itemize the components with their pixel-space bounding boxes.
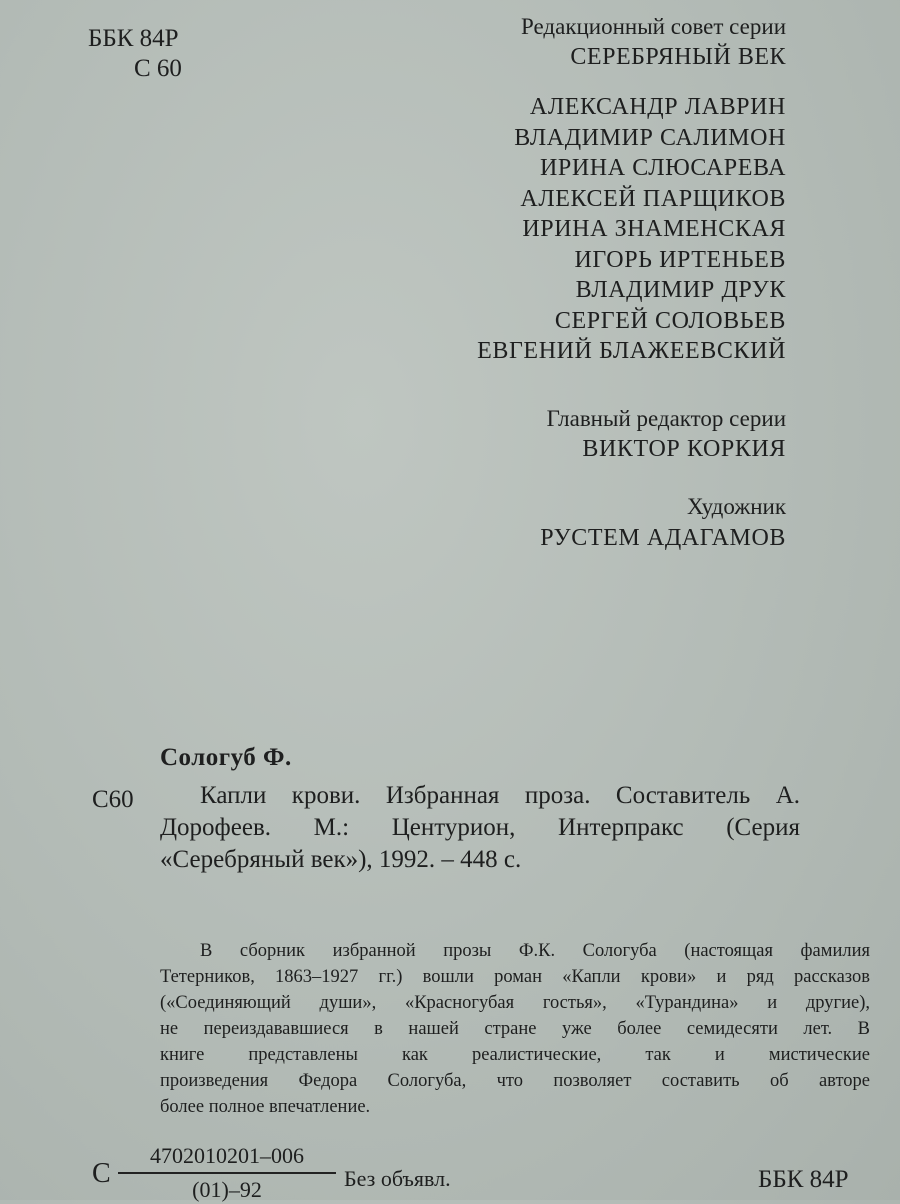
annotation-line: В сборник избранной прозы Ф.К. Сологуба (настоящая фамилия <box>200 941 870 961</box>
council-members-list <box>477 92 786 367</box>
council-member: ИРИНА СЛЮСАРЕВА <box>539 155 786 181</box>
council-member: ИГОРЬ ИРТЕНЬЕВ <box>574 246 786 273</box>
bbk-code-line: ББК 84Р <box>88 25 179 52</box>
index-denominator: (01)–92 <box>192 1176 262 1202</box>
council-label: Редакционный совет серии <box>521 14 786 39</box>
index-fraction <box>118 1142 336 1204</box>
author-sign-code: С 60 <box>134 55 182 82</box>
biblio-line: Дорофеев. М.: Центурион, Интерпракс (Серия <box>160 814 800 841</box>
catalog-author: Сологуб Ф. <box>160 744 292 771</box>
artist-block <box>540 492 786 554</box>
council-member: АЛЕКСАНДР ЛАВРИН <box>529 94 786 120</box>
artist-name: РУСТЕМ АДАГАМОВ <box>540 525 786 551</box>
series-title: СЕРЕБРЯНЫЙ ВЕК <box>570 44 786 70</box>
bbk-code-top <box>88 24 182 84</box>
index-letter: С <box>92 1158 111 1189</box>
chief-editor-name: ВИКТОР КОРКИЯ <box>582 436 786 462</box>
council-member: ИРИНА ЗНАМЕНСКАЯ <box>522 216 786 242</box>
council-member: ВЛАДИМИР САЛИМОН <box>514 124 786 151</box>
artist-label: Художник <box>687 494 786 519</box>
bbk-code-bottom: ББК 84Р <box>758 1166 849 1193</box>
fraction-bar <box>118 1172 336 1174</box>
council-member: ЕВГЕНИЙ БЛАЖЕЕВСКИЙ <box>477 338 786 364</box>
annotation-line: не переиздававшиеся в нашей стране уже более семидесяти лет. В <box>160 1019 870 1039</box>
council-member: АЛЕКСЕЙ ПАРЩИКОВ <box>520 185 786 212</box>
annotation-line: Тетерников, 1863–1927 гг.) вошли роман «Капли крови» и ряд рассказов <box>160 967 870 987</box>
catalog-code: С60 <box>92 786 134 813</box>
annotation-paragraph <box>160 938 870 1120</box>
announcement-note: Без объявл. <box>344 1166 451 1191</box>
annotation-line: книге представлены как реалистические, так и мистические <box>160 1045 870 1065</box>
biblio-line: Капли крови. Избранная проза. Составитель А. <box>200 782 800 809</box>
council-member: ВЛАДИМИР ДРУК <box>575 277 786 303</box>
annotation-line: более полное впечатление. <box>160 1097 371 1117</box>
annotation-line: («Соединяющий души», «Красногубая гостья», «Турандина» и другие), <box>160 993 870 1013</box>
chief-editor-label: Главный редактор серии <box>546 406 786 431</box>
annotation-line: произведения Федора Сологуба, что позволяет составить об авторе <box>160 1071 870 1091</box>
bibliographic-description <box>160 780 800 876</box>
index-numerator: 4702010201–006 <box>150 1143 304 1168</box>
editorial-council <box>521 12 786 72</box>
biblio-line: «Серебряный век»), 1992. – 448 с. <box>160 846 522 873</box>
chief-editor-block <box>547 404 786 464</box>
council-member: СЕРГЕЙ СОЛОВЬЕВ <box>554 307 786 334</box>
